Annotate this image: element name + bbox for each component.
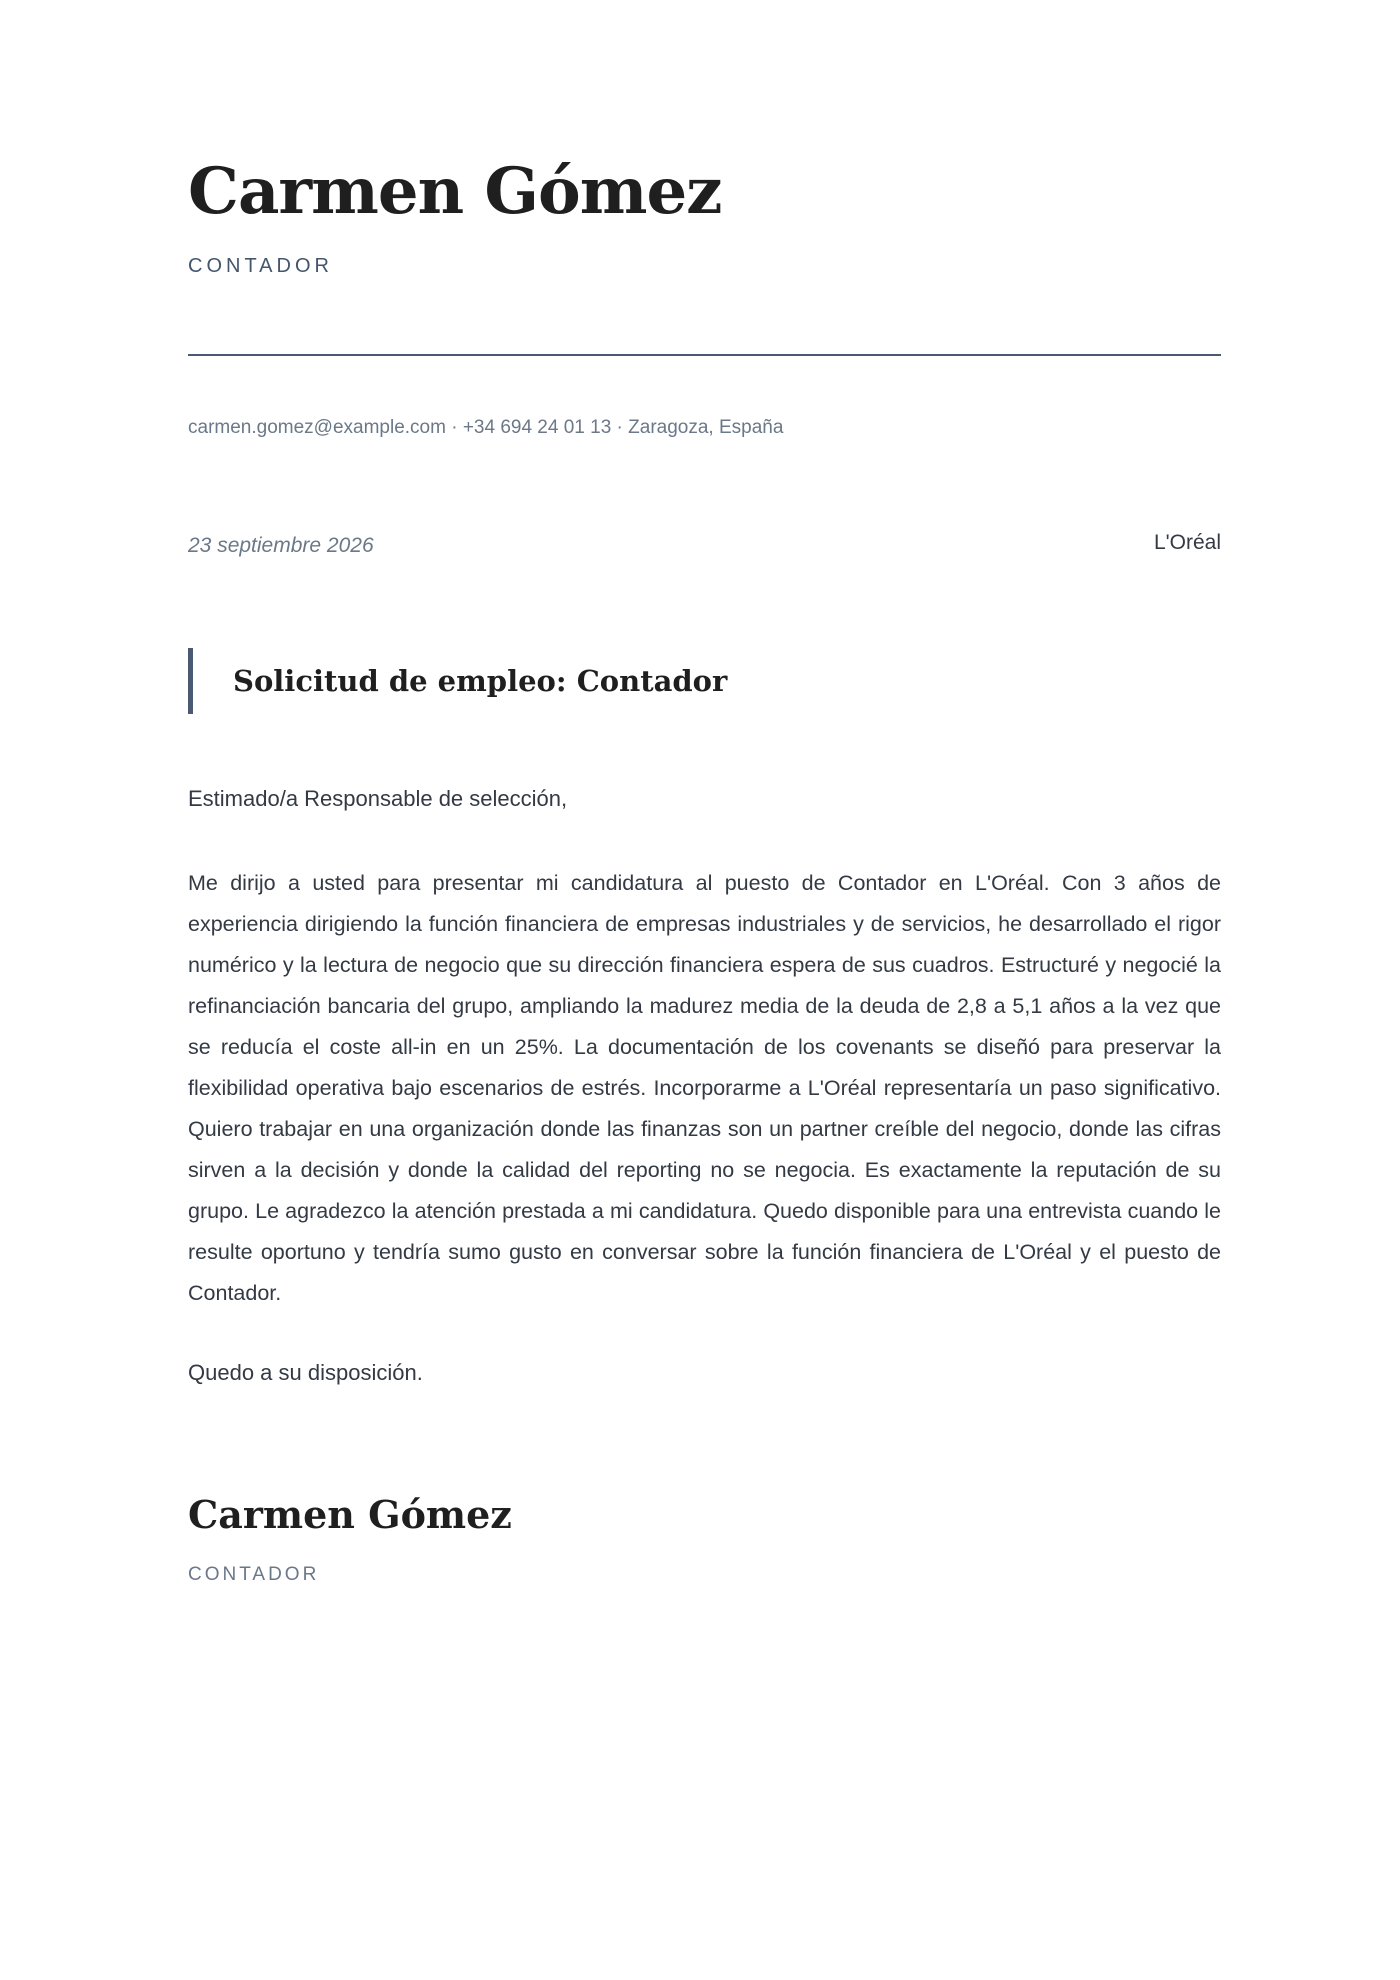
subject-block [188, 648, 727, 714]
signature-name: Carmen Gómez [188, 1492, 512, 1537]
letter-closing: Quedo a su disposición. [188, 1360, 423, 1385]
contact-line: carmen.gomez@example.com · +34 694 24 01 13 · Zaragoza, España [188, 417, 784, 438]
applicant-role: CONTADOR [188, 255, 333, 277]
recipient-company: L'Oréal [1153, 531, 1221, 554]
letter-date: 23 septiembre 2026 [188, 534, 374, 557]
signature-role: CONTADOR [188, 1564, 320, 1585]
header-divider [188, 354, 1221, 356]
letter-subject: Solicitud de empleo: Contador [233, 664, 728, 698]
letter-body: Me dirijo a usted para presentar mi candidatura al puesto de Contador en L'Oréal. Con 3 años de experiencia dirigiendo la función financiera de empresas industriales y de servicios, he desarrollado el rigor numérico y la lectura de negocio que su dirección financiera espera de sus cuadros. Estructuré y negocié la refinanciación bancaria del grupo, ampliando la madurez media de la deuda de 2,8 a 5,1 años a la vez que se reducía el coste all-in en un 25%. La documentación de los covenants se diseñó para preservar la flexibilidad operativa bajo escenarios de estrés. Incorporarme a L'Oréal representaría un paso significativo. Quiero trabajar en una organización donde las finanzas son un partner creíble del negocio, donde las cifras sirven a la decisión y donde la calidad del reporting no se negocia. Es exactamente la reputación de su grupo. Le agradezco la atención prestada a mi candidatura. Quedo disponible para una entrevista cuando le resulte oportuno y tendría sumo gusto en conversar sobre la función financiera de L'Oréal y el puesto de Contador. [188, 871, 1221, 1305]
letter-greeting: Estimado/a Responsable de selección, [188, 786, 568, 811]
applicant-name: Carmen Gómez [188, 154, 722, 229]
